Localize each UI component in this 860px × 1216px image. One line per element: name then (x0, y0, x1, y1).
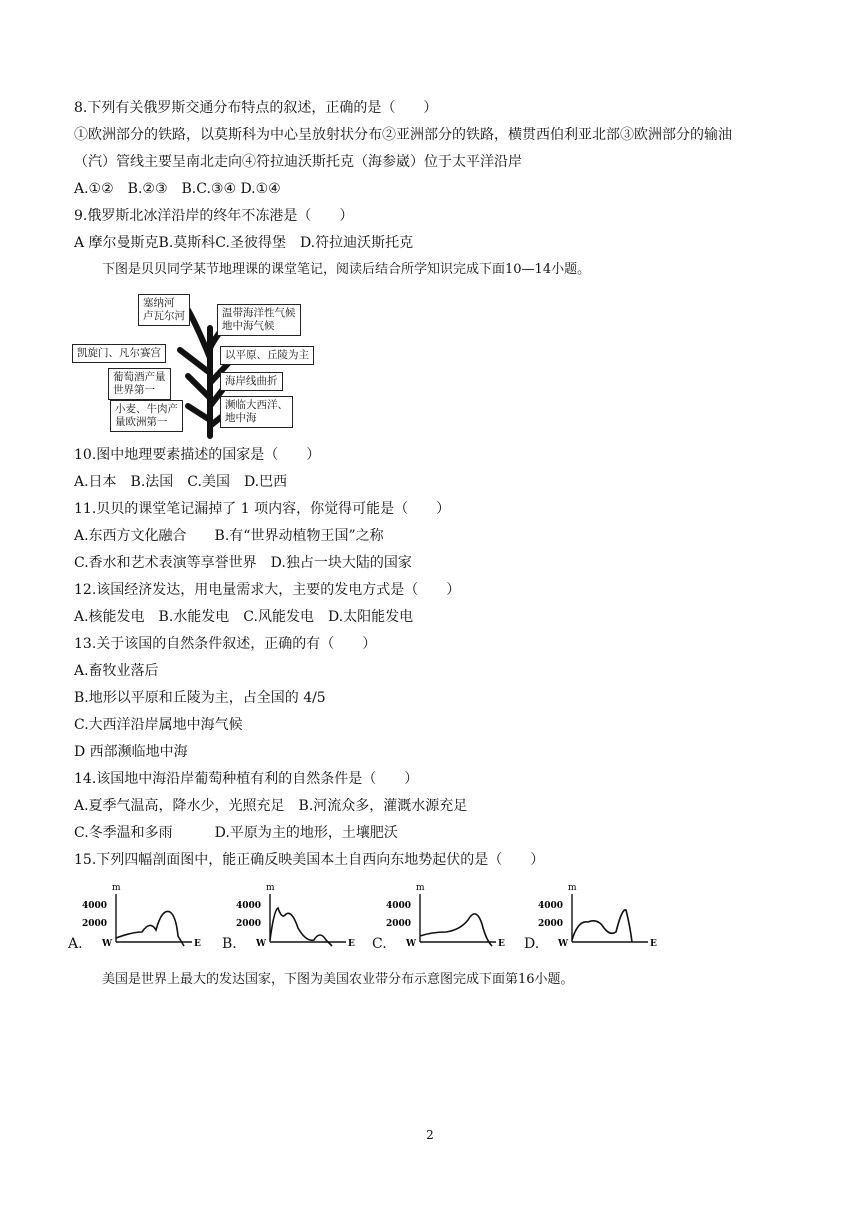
profile-c-label: C. (372, 936, 387, 952)
q9-stem: 9.俄罗斯北冰洋沿岸的终年不冻港是（ ） (74, 208, 354, 224)
profile-a (68, 880, 201, 956)
profile-a-unit: m (112, 883, 121, 893)
profile-a-chart (80, 880, 200, 952)
q10-options: A.日本 B.法国 C.美国 D.巴西 (74, 474, 288, 490)
q12-options: A.核能发电 B.水能发电 C.风能发电 D.太阳能发电 (74, 609, 414, 625)
q14-stem: 14.该国地中海沿岸葡萄种植有利的自然条件是（ ） (74, 771, 419, 787)
box-landmarks: 凯旋门、凡尔赛宫 (72, 344, 166, 363)
q11-options-line2: C.香水和艺术表演等享誉世界 D.独占一块大陆的国家 (74, 555, 412, 571)
tree-wine-line1: 葡萄酒产量 (113, 371, 166, 383)
profile-b-label: B. (222, 936, 237, 952)
profile-d-west: W (558, 939, 569, 949)
q9-options: A 摩尔曼斯克B.莫斯科C.圣彼得堡 D.符拉迪沃斯托克 (74, 235, 414, 251)
profile-c-tick-2000: 2000 (386, 919, 412, 929)
profile-d-tick-4000: 4000 (538, 901, 564, 911)
profile-b-tick-4000: 4000 (236, 901, 262, 911)
tree-rivers-line1: 塞纳河 (143, 297, 175, 309)
box-terrain: 以平原、丘陵为主 (220, 346, 314, 365)
page-number: 2 (426, 1128, 434, 1142)
q14-options-line2: C.冬季温和多雨 D.平原为主的地形，土壤肥沃 (74, 825, 398, 841)
profile-b (222, 880, 355, 956)
q8-body-line2: （汽）管线主要呈南北走向④符拉迪沃斯托克（海参崴）位于太平洋沿岸 (74, 154, 522, 170)
tree-seas-line2: 地中海 (225, 412, 257, 424)
profile-a-tick-2000: 2000 (82, 919, 108, 929)
q13-option-d: D 西部濒临地中海 (74, 744, 188, 760)
notes-tree-diagram (70, 288, 340, 436)
intro-usa: 美国是世界上最大的发达国家，下图为美国农业带分布示意图完成下面第16小题。 (102, 972, 574, 987)
tree-climate-line2: 地中海气候 (222, 320, 275, 332)
q15-stem: 15.下列四幅剖面图中，能正确反映美国本土自西向东地势起伏的是（ ） (74, 852, 545, 868)
box-seas (220, 396, 293, 428)
profile-c-tick-4000: 4000 (386, 901, 412, 911)
box-coast: 海岸线曲折 (220, 372, 283, 391)
tree-rivers-line2: 卢瓦尔河 (143, 310, 185, 322)
tree-wheat-line2: 量欧洲第一 (115, 416, 168, 428)
profile-c-chart (384, 880, 504, 952)
profile-d (524, 880, 657, 956)
profile-b-tick-2000: 2000 (236, 919, 262, 929)
q8-stem: 8.下列有关俄罗斯交通分布特点的叙述，正确的是（ ） (74, 100, 438, 116)
box-wine (108, 368, 171, 400)
profile-a-label: A. (68, 936, 83, 952)
tree-climate-line1: 温带海洋性气候 (222, 307, 296, 319)
profile-c-unit: m (416, 883, 425, 893)
q10-stem: 10.图中地理要素描述的国家是（ ） (74, 447, 321, 463)
profile-a-east: E (194, 939, 201, 949)
intro-notes: 下图是贝贝同学某节地理课的课堂笔记，阅读后结合所学知识完成下面10—14小题。 (102, 262, 591, 277)
q8-options: A.①② B.②③ B.C.③④ D.①④ (74, 181, 281, 197)
profile-d-unit: m (568, 883, 577, 893)
profile-b-unit: m (266, 883, 275, 893)
q13-option-c: C.大西洋沿岸属地中海气候 (74, 717, 243, 733)
q8-body-line1: ①欧洲部分的铁路，以莫斯科为中心呈放射状分布②亚洲部分的铁路，横贯西伯利亚北部③欧洲部分的输油 (74, 127, 732, 143)
q11-options-line1: A.东西方文化融合 B.有“世界动植物王国”之称 (74, 528, 384, 544)
q13-option-b: B.地形以平原和丘陵为主，占全国的 4/5 (74, 690, 326, 706)
q12-stem: 12.该国经济发达，用电量需求大，主要的发电方式是（ ） (74, 582, 461, 598)
q13-option-a: A.畜牧业落后 (74, 663, 159, 679)
profile-c (372, 880, 505, 956)
profile-d-label: D. (524, 936, 540, 952)
profile-a-west: W (102, 939, 113, 949)
profile-b-chart (234, 880, 354, 952)
profile-a-tick-4000: 4000 (82, 901, 108, 911)
q13-stem: 13.关于该国的自然条件叙述，正确的有（ ） (74, 636, 377, 652)
tree-wine-line2: 世界第一 (113, 384, 155, 396)
profile-c-east: E (498, 939, 505, 949)
terrain-profiles (68, 880, 668, 960)
profile-b-west: W (256, 939, 267, 949)
tree-seas-line1: 濒临大西洋、 (225, 399, 288, 411)
profile-d-tick-2000: 2000 (538, 919, 564, 929)
box-wheat (110, 400, 183, 432)
profile-b-east: E (348, 939, 355, 949)
box-rivers (138, 294, 190, 326)
profile-d-east: E (650, 939, 657, 949)
q11-stem: 11.贝贝的课堂笔记漏掉了 1 项内容，你觉得可能是（ ） (74, 501, 451, 517)
profile-c-west: W (406, 939, 417, 949)
profile-d-chart (536, 880, 656, 952)
box-climate (217, 304, 301, 336)
q14-options-line1: A.夏季气温高，降水少，光照充足 B.河流众多，灌溉水源充足 (74, 798, 468, 814)
tree-wheat-line1: 小麦、牛肉产 (115, 403, 178, 415)
